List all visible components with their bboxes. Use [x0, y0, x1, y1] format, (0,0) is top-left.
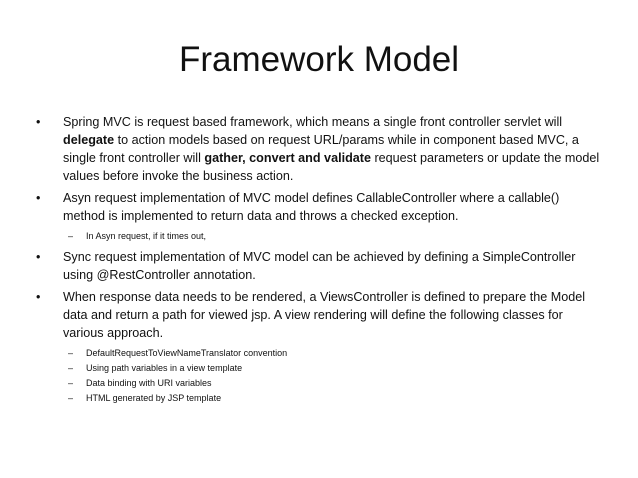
sub-item	[36, 391, 602, 406]
bullet-item-4	[36, 288, 602, 342]
slide-body	[36, 113, 602, 410]
sub-item-text: Using path variables in a view template	[86, 363, 243, 373]
bullet-marker: •	[36, 290, 41, 304]
bullet-marker: •	[36, 250, 41, 264]
sub-item	[36, 346, 602, 361]
bullet-text: Asyn request implementation of MVC model defines CallableController where a callable() method is implemented to return data and throws a checked exception.	[63, 191, 560, 223]
sub-item-text: DefaultRequestToViewNameTranslator convention	[86, 348, 288, 358]
sub-item	[36, 361, 602, 376]
bullet-marker: •	[36, 115, 41, 129]
bullet-item-2	[36, 189, 602, 225]
dash-marker: –	[68, 378, 74, 388]
bullet-text: When response data needs to be rendered, a ViewsController is defined to prepare the Model data and return a path for viewed jsp. A view rendering will define the following classes for various approach.	[63, 290, 586, 340]
sub-item-text: HTML generated by JSP template	[86, 393, 222, 403]
sub-item-text: Data binding with URI variables	[86, 378, 212, 388]
bullet-text-bold: delegate	[63, 133, 115, 147]
bullet-text-part: request parameters or update the model values before invoke the business action.	[63, 151, 600, 183]
bullet-item-1	[36, 113, 602, 185]
bullet-text-bold: gather, convert and validate	[204, 151, 371, 165]
sub-item	[36, 229, 602, 244]
dash-marker: –	[68, 363, 74, 373]
bullet-marker: •	[36, 191, 41, 205]
dash-marker: –	[68, 231, 74, 241]
sub-item	[36, 376, 602, 391]
bullet-item-3	[36, 248, 602, 284]
sub-list-asyn	[36, 229, 602, 244]
slide-title: Framework Model	[178, 40, 460, 79]
dash-marker: –	[68, 393, 74, 403]
bullet-text-part: to action models based on request URL/params while in component based MVC, a single front controller will	[63, 133, 579, 165]
sub-list-views	[36, 346, 602, 406]
dash-marker: –	[68, 348, 74, 358]
sub-item-text: In Asyn request, if it times out,	[86, 231, 207, 241]
bullet-text: Sync request implementation of MVC model can be achieved by defining a SimpleController using @RestController annotation.	[63, 250, 576, 282]
bullet-text-part: Spring MVC is request based framework, which means a single front controller servlet will	[63, 115, 563, 129]
